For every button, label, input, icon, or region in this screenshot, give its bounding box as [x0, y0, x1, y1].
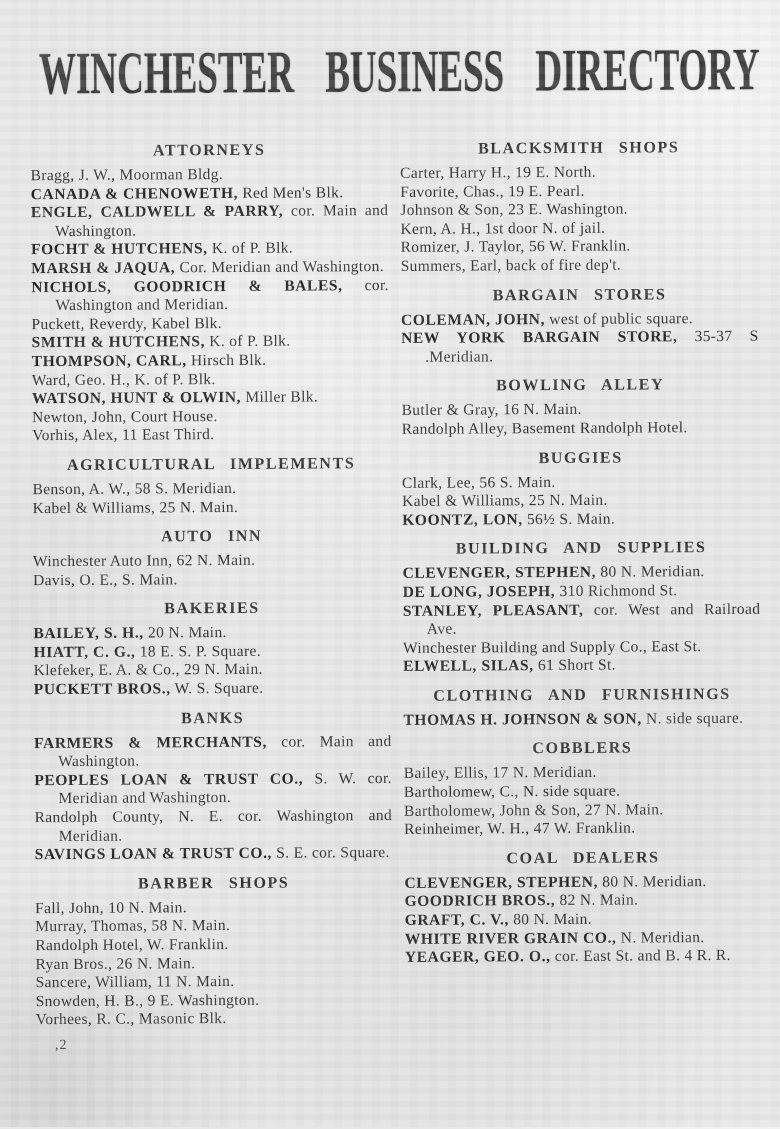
directory-entry [401, 309, 759, 330]
directory-entry [403, 637, 761, 658]
entry-name: ELWELL, SILAS, [403, 657, 534, 676]
directory-entry [35, 954, 393, 975]
entry-name: WHITE RIVER GRAIN CO., [404, 929, 617, 948]
entry-text: Butler & Gray, 16 N. Main. [401, 401, 582, 420]
directory-entry [33, 570, 391, 591]
entry-text: 61 Short St. [537, 656, 616, 675]
directory-entry [405, 928, 763, 949]
directory-entry [402, 400, 760, 421]
entry-text: Kabel & Williams, 25 N. Main. [402, 491, 608, 511]
entry-text: cor. Main and Washington. [54, 202, 389, 240]
entry-text: Winchester Building and Supply Co., East St. [402, 637, 702, 657]
directory-entry [405, 910, 763, 931]
section-heading: COAL DEALERS [506, 849, 660, 868]
entry-text: Romizer, J. Taylor, 56 W. Franklin. [400, 237, 631, 257]
directory-entry [31, 202, 389, 241]
entry-name: PEOPLES LOAN & TRUST CO., [34, 770, 304, 790]
entry-text: Benson, A. W., 58 S. Meridian. [32, 479, 237, 499]
entry-text: cor. Washington and Meridian. [55, 276, 389, 315]
entry-name: KOONTZ, LON, [402, 510, 523, 529]
directory-entry [33, 497, 391, 518]
directory-entry [34, 733, 392, 772]
directory-entry [400, 200, 758, 221]
section-heading: ATTORNEYS [152, 141, 266, 160]
directory-entry [404, 873, 762, 894]
directory-section [401, 376, 759, 439]
directory-entry [31, 277, 389, 316]
entry-name: HIATT, C. G., [33, 643, 136, 662]
directory-entry [405, 891, 763, 912]
entry-text: N. Meridian. [620, 928, 705, 947]
column-right [400, 128, 763, 1028]
directory-entry [403, 656, 761, 677]
entry-text: K. of P. Blk. [209, 332, 291, 351]
entry-text: S. E. cor. Square. [276, 844, 390, 862]
directory-entry [31, 314, 389, 335]
entry-text: 310 Richmond St. [559, 582, 678, 600]
directory-entry [404, 782, 762, 803]
entry-name: FOCHT & HUTCHENS, [31, 240, 208, 259]
entry-text: Vorhis, Alex, 11 East Third. [32, 426, 215, 445]
entry-name: CLEVENGER, STEPHEN, [404, 873, 599, 892]
section-heading: COBBLERS [532, 739, 633, 758]
directory-entry [403, 563, 761, 584]
directory-entry [33, 551, 391, 572]
entry-name: COLEMAN, JOHN, [400, 310, 546, 329]
entry-text: Randolph Alley, Basement Randolph Hotel. [401, 419, 688, 438]
directory-entry [32, 425, 390, 446]
directory-section [404, 739, 762, 840]
entry-text: Cor. Meridian and Washington. [179, 258, 385, 277]
entry-text: Winchester Auto Inn, 62 N. Main. [32, 551, 256, 571]
directory-entry [401, 328, 759, 367]
directory-entry [32, 388, 390, 409]
entry-name: THOMAS H. JOHNSON & SON, [403, 710, 642, 729]
entry-text: Bailey, Ellis, 17 N. Meridian. [403, 764, 597, 783]
directory-entry [404, 763, 762, 784]
entry-text: Carter, Harry H., 19 E. North. [400, 163, 596, 182]
entry-text: Bartholomew, John & Son, 27 N. Main. [403, 800, 664, 820]
directory-entry [34, 770, 392, 809]
directory-entry [32, 351, 390, 372]
directory-entry [32, 479, 390, 500]
page-number: ,2 [54, 1037, 68, 1054]
entry-name: BAILEY, S. H., [33, 624, 144, 643]
directory-entry [403, 582, 761, 603]
section-heading: AUTO INN [160, 527, 263, 546]
entry-text: 56½ S. Main. [526, 510, 616, 528]
section-heading: BANKS [181, 709, 245, 727]
entry-name: STANLEY, PLEASANT, [402, 601, 584, 620]
directory-entry [31, 165, 389, 186]
entry-name: MARSH & JAQUA, [31, 259, 176, 278]
entry-text: Reinheimer, W. H., 47 W. Franklin. [404, 819, 636, 839]
directory-entry [36, 972, 394, 993]
entry-text: Murray, Thomas, 58 N. Main. [35, 917, 231, 936]
section-heading: BAKERIES [164, 600, 260, 618]
section-heading: BARBER SHOPS [137, 874, 290, 893]
entry-text: Red Men's Blk. [242, 183, 344, 202]
entry-text: Klefeker, E. A. & Co., 29 N. Main. [33, 661, 263, 680]
directory-entry [405, 947, 763, 968]
directory-entry [402, 472, 760, 493]
section-heading: BUGGIES [538, 449, 623, 467]
directory-entry [32, 332, 390, 353]
entry-text: Hirsch Blk. [190, 351, 267, 370]
entry-name: SMITH & HUTCHENS, [31, 333, 206, 352]
section-heading: BLACKSMITH SHOPS [478, 139, 680, 158]
entry-text: 80 N. Meridian. [602, 872, 707, 891]
directory-entry [34, 660, 392, 681]
section-heading: AGRICULTURAL IMPLEMENTS [66, 455, 356, 474]
directory-section [400, 139, 758, 277]
directory-entry [403, 710, 761, 731]
entry-text: Bragg, J. W., Moorman Bldg. [30, 166, 224, 185]
directory-entry [31, 258, 389, 279]
directory-entry [36, 991, 394, 1012]
entry-text: 80 N. Meridian. [600, 563, 705, 582]
directory-entry [32, 370, 390, 391]
directory-section [35, 874, 393, 1030]
directory-entry [34, 807, 392, 846]
section-heading: BUILDING AND SUPPLIES [455, 539, 707, 558]
entry-text: cor. Main and Washington. [58, 732, 392, 771]
entry-text: W. S. Square. [174, 679, 264, 698]
entry-name: SAVINGS LOAN & TRUST CO., [34, 844, 273, 864]
entry-name: YEAGER, GEO. O., [404, 948, 551, 967]
directory-entry [400, 181, 758, 202]
directory-entry [35, 898, 393, 919]
page-title: WINCHESTER BUSINESS DIRECTORY [38, 37, 760, 109]
entry-text: Newton, John, Court House. [32, 407, 218, 426]
entry-name: GOODRICH BROS., [404, 892, 556, 911]
directory-entry [35, 916, 393, 937]
entry-text: N. side square. [645, 709, 744, 728]
entry-text: Randolph Hotel, W. Franklin. [35, 935, 229, 955]
entry-name: GRAFT, C. V., [404, 911, 509, 929]
entry-text: Davis, O. E., S. Main. [33, 570, 178, 589]
entry-text: Vorhees, R. C., Masonic Blk. [35, 1010, 227, 1029]
directory-entry [33, 623, 391, 644]
entry-text: Bartholomew, C., N. side square. [403, 782, 621, 801]
entry-name: THOMPSON, CARL, [31, 352, 187, 371]
entry-name: CANADA & CHENOWETH, [30, 184, 239, 203]
entry-name: NEW YORK BARGAIN STORE, [401, 328, 678, 348]
entry-text: Ryan Bros., 26 N. Main. [35, 954, 196, 973]
entry-text: cor. West and Railroad Ave. [426, 600, 761, 638]
entry-text: Randolph County, N. E. cor. Washington and Meridian. [34, 807, 393, 845]
entry-text: 35-37 S .Meridian. [425, 327, 759, 366]
entry-text: Puckett, Reverdy, Kabel Blk. [31, 314, 223, 333]
entry-text: Fall, John, 10 N. Main. [35, 899, 188, 917]
entry-text: Favorite, Chas., 19 E. Pearl. [400, 182, 585, 201]
directory-entry [400, 163, 758, 184]
entry-name: PUCKETT BROS., [33, 680, 171, 699]
directory-section [30, 141, 389, 446]
directory-section [403, 686, 761, 731]
section-heading: BOWLING ALLEY [496, 376, 665, 395]
entry-text: cor. East St. and B. 4 R. R. [554, 947, 731, 966]
directory-section [402, 448, 760, 530]
entry-text: Sancere, William, 11 N. Main. [35, 973, 235, 992]
entry-text: west of public square. [549, 309, 694, 328]
entry-name: ENGLE, CALDWELL & PARRY, [30, 202, 284, 222]
directory-entry [33, 642, 391, 663]
entry-name: WATSON, HUNT & OLWIN, [31, 389, 242, 408]
column-left [30, 130, 393, 1030]
directory-entry [401, 256, 759, 277]
directory-entry [400, 219, 758, 240]
entry-text: 18 E. S. P. Square. [139, 642, 261, 661]
entry-text: Johnson & Son, 23 E. Washington. [400, 200, 628, 220]
directory-section [401, 285, 759, 367]
entry-text: S. W. cor. Meridian and Washington. [58, 769, 392, 808]
directory-entry [402, 509, 760, 530]
entry-text: Kabel & Williams, 25 N. Main. [32, 498, 239, 517]
entry-text: Kern, A. H., 1st door N. of jail. [400, 219, 606, 238]
entry-text: Clark, Lee, 56 S. Main. [401, 473, 556, 492]
directory-entry [402, 419, 760, 440]
entry-name: CLEVENGER, STEPHEN, [402, 564, 597, 583]
entry-name: NICHOLS, GOODRICH & BALES, [31, 276, 343, 296]
directory-entry [35, 844, 393, 865]
directory-section [33, 527, 391, 590]
entry-text: 20 N. Main. [147, 624, 227, 642]
directory-entry [36, 1009, 394, 1030]
directory-entry [402, 491, 760, 512]
entry-text: K. of P. Blk. [211, 239, 294, 258]
directory-entry [34, 679, 392, 700]
directory-entry [404, 819, 762, 840]
page-header [38, 37, 760, 132]
directory-entry [404, 800, 762, 821]
entry-name: DE LONG, JOSEPH, [402, 582, 556, 601]
directory-section [404, 849, 762, 968]
entry-text: Miller Blk. [245, 388, 319, 407]
entry-text: Summers, Earl, back of fire dep't. [400, 256, 622, 275]
entry-text: Ward, Geo. H., K. of P. Blk. [31, 370, 216, 389]
directory-section [32, 455, 390, 518]
directory-entry [31, 239, 389, 260]
section-heading: CLOTHING AND FURNISHINGS [433, 685, 731, 705]
section-heading: BARGAIN STORES [492, 285, 667, 304]
directory-entry [403, 600, 761, 639]
directory-columns [0, 128, 780, 1031]
entry-text: 80 N. Main. [513, 910, 592, 929]
directory-entry [31, 184, 389, 205]
directory-entry [32, 407, 390, 428]
entry-text: 82 N. Main. [559, 891, 639, 910]
directory-entry [401, 237, 759, 258]
directory-section [34, 709, 392, 865]
directory-section [402, 539, 760, 677]
entry-name: FARMERS & MERCHANTS, [34, 733, 268, 752]
directory-section [33, 599, 391, 700]
directory-entry [35, 935, 393, 956]
entry-text: Snowden, H. B., 9 E. Washington. [35, 991, 260, 1010]
